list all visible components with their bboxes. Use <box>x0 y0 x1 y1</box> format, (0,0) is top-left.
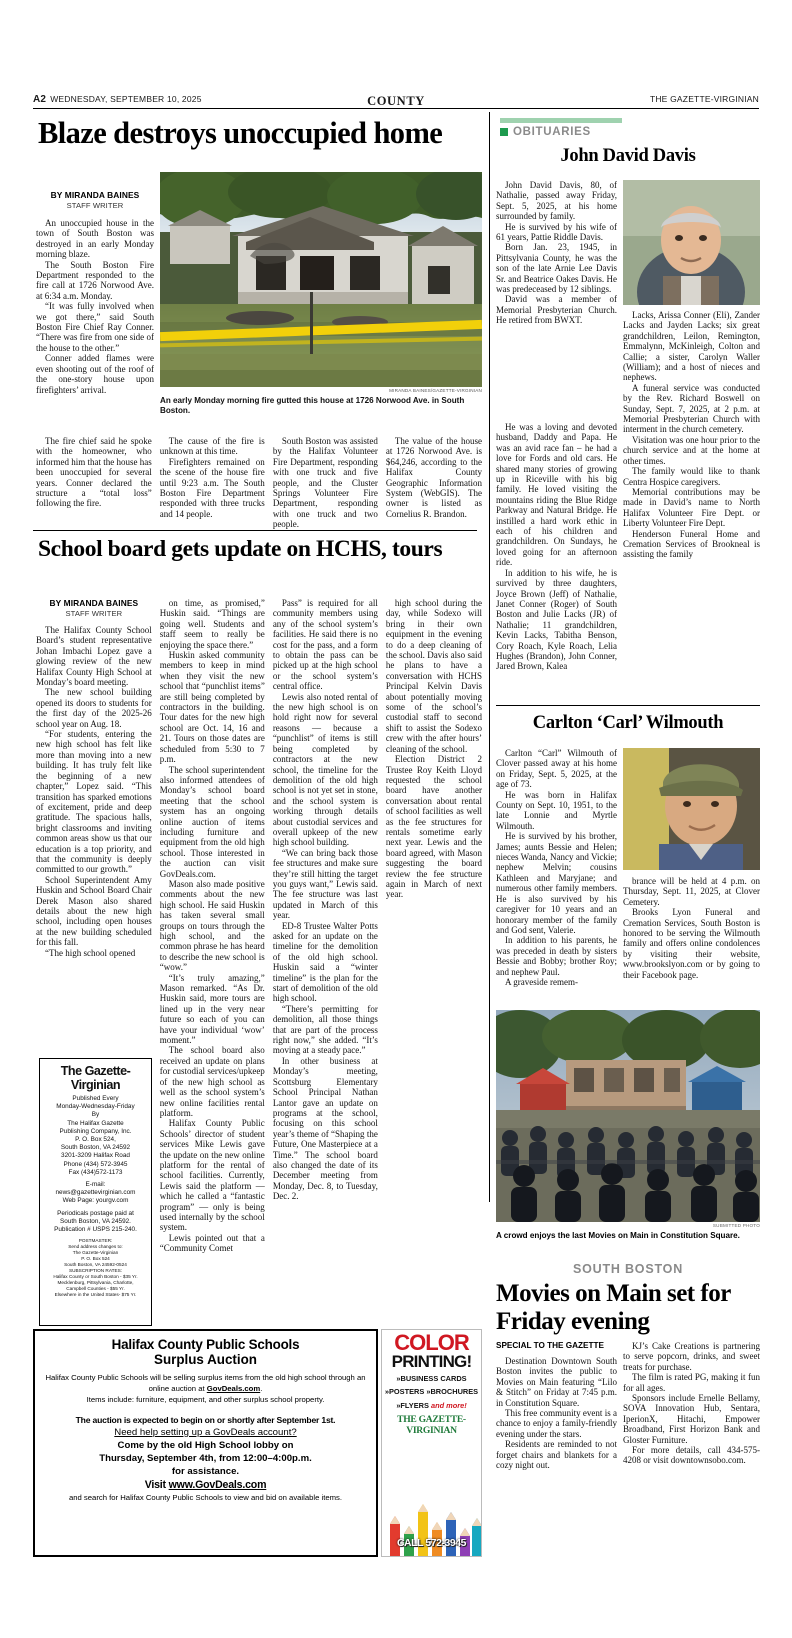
paragraph: South Boston was assisted by the Halifax Volunteer Fire Department, responding with one truck and five people, and the Cluster Springs Volunteer Fire Department, responding with one truck and two people. <box>272 436 378 530</box>
masthead-line: Publishing Company, Inc. <box>59 1127 132 1135</box>
ad-color-bullet3-text: »FLYERS <box>396 1400 431 1410</box>
masthead-postmaster: The Gazette-Virginian <box>72 1250 119 1256</box>
paragraph: This free community event is a chance to enjoy a family-friendly evening under the stars. <box>496 1408 617 1439</box>
paragraph: “It’s truly amazing,” Mason remarked. “As Dr. Huskin said, more tours are lined up in the very near future so each of you can have your individual ‘wow’ moment.” <box>159 972 265 1046</box>
page-number: A2 <box>33 94 47 105</box>
ad-surplus-bold1: The auction is expected to begin on or shortly after September 1st. <box>75 1414 336 1425</box>
blaze-column-3 <box>273 436 378 530</box>
paragraph: Lacks, Arissa Conner (Eli), Zander Lacks and Jayden Lacks; six great grandchildren, Leilon, Remington, Emmalynn, McKinleigh, Colton and Callie; a sister, Carolyn Waller (William); and a host of nieces and nephews. <box>623 310 760 383</box>
paragraph: Lewis pointed out that a “Community Comet <box>159 1232 265 1254</box>
obit-wilmouth-portrait-art <box>623 748 760 870</box>
obit-davis-column-1-cont <box>496 422 617 672</box>
paragraph: Memorial contributions may be made in David’s name to North Halifax Volunteer Fire Dept. or Liberty Volunteer Fire Dept. <box>623 486 760 529</box>
blaze-column-1 <box>36 218 154 443</box>
blaze-lower-columns <box>36 436 482 530</box>
paragraph: The Halifax County School Board’s student representative Johan Imbachi Lopez gave a glowing review of the new Halifax County High School at Monday’s board meeting. <box>36 625 152 688</box>
obit-wilmouth-photo <box>623 748 760 870</box>
ad-color-printing[interactable] <box>381 1329 482 1557</box>
ad-color-bullet3 <box>382 1401 481 1410</box>
paragraph: “The high school opened <box>45 947 136 958</box>
paragraph: “We can bring back those fee structures and make sure they’re still hitting the target you guys want,” Lewis said. The fee structure was last updated in March of this year. <box>272 847 378 921</box>
ad-color-brand2: VIRGINIAN <box>406 1424 457 1436</box>
paragraph: The new school building opened its doors to students for the first day of the 2025-26 school year on Aug. 18. <box>36 687 152 729</box>
paragraph: Halifax County Public Schools’ director of student services Mike Lewis gave the update on the new online platform for the rental of school facilities. Currently, Lewis said the platform — which he called a “fantastic program” — only is being used internally by the school system. <box>159 1118 265 1233</box>
school-column-2 <box>160 598 265 1254</box>
ad-surplus-head1: Halifax County Public Schools <box>111 1337 300 1352</box>
paragraph: Lewis also noted rental of the new high school is on hold right now for several reasons — because a “punchlist” of items is still being completed by contractors at the new school, the timeline for the demolition of the old high school is not yet set in stone, and the school system is working through details about custodial services and overall upkeep of the new high school building. <box>272 691 378 848</box>
paragraph: The school superintendent also informed attendees of Monday’s school board meeting that the school system has an ongoing online auction of items including furniture and equipment from the old high school. Those interested in the auction can visit GovDeals.com. <box>159 764 265 879</box>
paragraph: David was a member of Memorial Presbyterian Church. He retired from BWXT. <box>496 294 617 326</box>
paragraph: A funeral service was conducted by the Rev. Richard Boswell on Sunday, Sept. 7, 2025, at 2 p.m. at Memorial Presbyterian Church with interment in the church cemetery. <box>623 382 760 435</box>
blaze-column-2 <box>160 436 265 530</box>
paragraph: The cause of the fire is unknown at this time. <box>159 436 265 457</box>
paragraph: brance will be held at 4 p.m. on Thursday, Sept. 11, 2025, at Clover Cemetery. <box>623 876 760 907</box>
obit-davis-column-1 <box>496 180 617 326</box>
paragraph: He is survived by his brother, James; aunts Bessie and Helen; nieces Wanda, Nancy and Vickie; nephew Melvin; cousins Kathleen and Maryjane; and numerous other family members. He is also survived by his caregiver for 10 years and an honorary member of the family and God sent, Valerie. <box>496 831 617 935</box>
school-byline: BY MIRANDA BAINES <box>49 598 139 608</box>
paragraph: School Superintendent Amy Huskin and School Board Chair Derek Mason also shared details about the new high school, including open houses at the new building scheduled for this fall. <box>36 874 152 948</box>
movies-photo <box>496 1010 760 1222</box>
paragraph: Residents are reminded to not forget chairs and blankets for a cozy night out. <box>496 1439 617 1471</box>
paragraph: The South Boston Fire Department responded to the fire call at 1726 Norwood Ave. at 6:34 a.m. Monday. <box>36 259 154 301</box>
ad-color-bullet2: »POSTERS »BROCHURES <box>384 1387 479 1397</box>
paragraph: Brooks Lyon Funeral and Cremation Services, South Boston is honored to be serving the Wilmouth family and offers online condolences by visiting their website, www.brookslyon.com or by going to their Facebook page. <box>623 907 760 980</box>
paragraph: The film is rated PG, making it fun for all ages. <box>623 1372 760 1393</box>
masthead-rates: Elsewhere in the United States- $75 Yr. <box>54 1292 137 1298</box>
masthead-email-label: E-mail: <box>85 1181 106 1189</box>
movies-kicker: SOUTH BOSTON <box>572 1262 684 1276</box>
paragraph: KJ’s Cake Creations is partnering to serve popcorn, drinks, and sweet treats for purchase. <box>623 1341 760 1372</box>
movies-column-1 <box>496 1356 617 1470</box>
ad-color-line2: PRINTING! <box>391 1352 472 1371</box>
masthead-line: By <box>91 1111 100 1119</box>
paragraph: He was a loving and devoted husband, Daddy and Papa. He was an avid race fan – he had a love for Fords and old cars. He shared many stories of growing up in Riceville with his big family. He loved visiting the mountains riding the Blue Ridge Parkway and Natural Bridge. He instilled a hard work ethic in each of his children and grandchildren. On Sundays, he loved going for an afternoon ride. <box>496 422 617 568</box>
masthead-postmaster: Send address changes to: <box>68 1244 123 1250</box>
paragraph: high school during the day, while Sodexo will bring in their own equipment in the evening to do a deep cleaning of the school. Davis also said he plans to have a conversation with HCHS Principal Kelvin Davis about potentially moving some of the school’s custodial staff to second shift to assist the Sodexo crew with the after hours’ cleaning of the school. <box>385 598 482 754</box>
obituaries-bar <box>500 118 622 123</box>
blaze-photo-credit: MIRANDA BAINES/GAZETTE-VIRGINIAN <box>389 388 482 393</box>
masthead-line: Phone (434) 572-3945 <box>63 1160 128 1168</box>
ad-color-call[interactable]: CALL 572-3945 <box>396 1538 467 1549</box>
obituary-name-wilmouth: Carlton ‘Carl’ Wilmouth <box>532 713 724 733</box>
blaze-byline-block <box>36 190 154 217</box>
paragraph: He is survived by his wife of 61 years, Pattie Riddle Davis. <box>496 221 617 243</box>
obit-davis-portrait-art <box>623 180 760 305</box>
paragraph: The family would like to thank Centra Hospice caregivers. <box>623 466 760 487</box>
school-column-3 <box>273 598 378 1254</box>
paragraph: For more details, call 434-575-4208 or visit downtownsobo.com. <box>623 1445 760 1466</box>
paragraph: John David Davis, 80, of Nathalie, passed away Friday, Sept. 5, 2025, at his home surrounded by family. <box>496 180 617 222</box>
masthead-postmaster: P. O. Box 524 <box>81 1256 110 1262</box>
masthead-line: Monday-Wednesday-Friday <box>56 1103 135 1111</box>
masthead-title: The Gazette-Virginian <box>60 1064 131 1092</box>
paragraph: A graveside remem- <box>505 976 578 987</box>
blaze-column-4 <box>386 436 482 530</box>
ad-surplus-body1-text: Halifax County Public Schools will be selling surplus items from the old high school through an online auction at <box>45 1373 366 1394</box>
paragraph: In addition to his parents, he was preceded in death by sisters Bessie and Bobby; brother Roy; and nephew Paul. <box>496 935 617 977</box>
paragraph: on time, as promised,” Huskin said. “Things are going well. Students and staff seem to really be enjoying the space there.” <box>159 598 265 650</box>
ad-surplus-underline1: Need help setting up a GovDeals account? <box>114 1426 297 1438</box>
obituary-name-davis: John David Davis <box>560 146 696 166</box>
paragraph: Carlton “Carl” Wilmouth of Clover passed away at his home on Friday, Sept. 5, 2025, at the age of 73. <box>496 748 617 790</box>
obit-davis-photo <box>623 180 760 305</box>
ad-surplus-big1: Come by the old High School lobby on <box>117 1439 294 1451</box>
paragraph: “For students, entering the new high school has felt like more than moving into a new building. It has truly felt like the beginning of a new chapter,” Lopez said. “This transition has sparked emotions of excitement, pride and deep gratitude. The spacious halls, bright classrooms and inviting common areas show us that our education is a top priority, and that the community is deeply committed to our growth.” <box>36 729 152 875</box>
masthead-box <box>39 1058 152 1326</box>
obituary-divider <box>496 705 760 706</box>
publication-name: THE GAZETTE-VIRGINIAN <box>649 94 759 104</box>
paragraph: Visitation was one hour prior to the church service and at the home at other times. <box>623 434 760 466</box>
paragraph: In addition to his wife, he is survived by three daughters, Joyce Brown (Jeff) of Nathalie, Janet Conner (Roger) of South Boston and Julie Lacks (JR) of Nathalie; 11 grandchildren, Kevin Lacks, Tabitha Benson, Cory Roach, Kyle Roach, Lelia Hughes (Brandon), John Conner, Jared Brown, Kalea <box>496 567 617 672</box>
movies-photo-caption: A crowd enjoys the last Movies on Main in Constitution Square. <box>496 1231 740 1240</box>
school-column-4 <box>386 598 482 1254</box>
paragraph: Pass” is required for all community members using any of the school system’s facilities. He said there is no cost for the pass, and a form to obtain the pass can be picked up at the high school or the school system’s central office. <box>272 598 378 692</box>
masthead-postmaster-head: POSTMASTER: <box>78 1238 113 1244</box>
school-byline-sub: STAFF WRITER <box>65 609 123 618</box>
obituaries-label: OBITUARIES <box>513 126 591 138</box>
blaze-photo-art <box>160 172 482 387</box>
ad-surplus-link-govdeals[interactable]: GovDeals.com <box>206 1384 261 1394</box>
ad-color-bullet1: »BUSINESS CARDS <box>396 1374 467 1383</box>
paragraph: “There’s permitting for demolition, all those things that are part of the process right now,” she added. “It’s moving at a steady pace.” <box>272 1003 378 1056</box>
paragraph: Destination Downtown South Boston invites the public to Movies on Main featuring “Lilo & Stitch” on Friday at 7:45 p.m. in Constitution Square. <box>496 1356 617 1408</box>
paragraph: The value of the house at 1726 Norwood Ave. is $64,246, according to the Halifax County Geographic Information System (WebGIS). The owner is listed as Cornelius R. Brandon. <box>385 436 482 519</box>
ad-surplus-body1-period: . <box>260 1384 263 1394</box>
paragraph: Election District 2 Trustee Roy Keith Lloyd requested the school board have another conversation about rental of school facilities as well as the fee structures for rentals sometime early next year. Lewis and the board agreed, with Mason suggesting the board review the fee structure again in March of next year. <box>385 754 482 900</box>
masthead-email[interactable]: news@gazettevirginian.com <box>55 1189 136 1197</box>
movies-photo-art <box>496 1010 760 1222</box>
ad-surplus-auction[interactable] <box>33 1329 378 1557</box>
masthead-line: The Halifax Gazette <box>67 1119 124 1127</box>
paragraph: He was born in Halifax County on Sept. 10, 1951, to the late Lonnie and Myrtle Wilmouth. <box>496 789 617 831</box>
paragraph: Sponsors include Ernelle Bellamy, SOVA Innovation Hub, Sentara, IperionX, Hitachi, Empower Broadband, First Horizon Bank and Gloster Furniture. <box>623 1393 760 1445</box>
header-rule <box>33 108 759 109</box>
ad-surplus-big2: Thursday, September 4th, from 12:00–4:00p.m. <box>99 1452 312 1464</box>
paragraph: In other business at Monday’s meeting, Scottsburg Elementary School Principal Nathan Lantor gave an update on programs at the school, focusing on this school year’s theme of “Shaping the Future, One Masterpiece at a Time.” The school board also changed the date of its December meeting from Monday, Dec. 8, to Tuesday, Dec. 2. <box>272 1055 378 1202</box>
running-head <box>33 94 759 108</box>
masthead-web[interactable]: Web Page: yourgv.com <box>62 1197 129 1205</box>
blaze-photo <box>160 172 482 387</box>
rail-divider <box>489 112 490 1202</box>
blaze-byline: BY MIRANDA BAINES <box>50 190 140 200</box>
masthead-postmaster: South Boston, VA 24592-0524 <box>64 1262 127 1268</box>
paragraph: Mason also made positive comments about the new high school. He said Huskin has taken several small groups on tours through the high school, and the common phrase he has heard to describe the new school is “wow.” <box>159 878 265 973</box>
paragraph: Born Jan. 23, 1945, in Pittsylvania County, he was the son of the late Arnie Lee Davis Sr. and Beatrice Oakes Davis. He was predeceased by 12 siblings. <box>496 242 617 295</box>
ad-surplus-visit-label: Visit <box>144 1478 169 1491</box>
paragraph: Huskin asked community members to keep in mind when they visit the new school that “punchlist items” are still being completed by contractors in the building. Tour dates for the new high school are Oct. 14, 16 and 21. Tours on those dates are scheduled from 5:30 to 7 p.m. <box>159 650 265 765</box>
masthead-line: Published Every <box>72 1095 119 1102</box>
masthead-rates: Mecklenburg, Pittsylvania, Charlotte, <box>57 1280 134 1286</box>
ad-color-line1: COLOR <box>394 1330 469 1355</box>
blaze-column-1-cont <box>36 436 152 530</box>
ad-surplus-visit <box>43 1478 368 1492</box>
blaze-byline-sub: STAFF WRITER <box>66 201 124 210</box>
masthead-periodicals: Periodicals postage paid at <box>57 1209 134 1217</box>
masthead-rates: Halifax County or South Boston - $35 Yr. <box>53 1274 138 1280</box>
ad-surplus-body2: Items include: furniture, equipment, and other surplus school property. <box>86 1395 325 1405</box>
movies-column-2 <box>623 1341 760 1466</box>
masthead-line: Fax (434)572-1173 <box>68 1168 123 1176</box>
obit-wilmouth-column-2 <box>623 876 760 980</box>
blaze-headline: Blaze destroys unoccupied home <box>38 116 443 150</box>
section-name: COUNTY <box>367 94 425 108</box>
masthead-periodicals: South Boston, VA 24592. <box>60 1217 131 1225</box>
movies-photo-credit: SUBMITTED PHOTO <box>712 1223 760 1228</box>
ad-surplus-big3: for assistance. <box>171 1465 240 1477</box>
masthead-line: P. O. Box 524, <box>75 1136 116 1144</box>
school-story-rule <box>33 530 477 531</box>
school-headline: School board gets update on HCHS, tours <box>38 536 443 562</box>
masthead-line: 3201-3209 Halifax Road <box>61 1152 130 1160</box>
ad-color-brand1: THE GAZETTE- <box>397 1414 466 1426</box>
movies-headline: Movies on Main set for Friday evening <box>496 1280 731 1335</box>
masthead-rates: Campbell Counties - $55 Yr. <box>66 1286 125 1292</box>
movies-byline: SPECIAL TO THE GAZETTE <box>496 1341 604 1350</box>
obit-wilmouth-column-1 <box>496 748 617 987</box>
paragraph: “It was fully involved when we got there,” said South Boston Fire Chief Ray Conner. “There was fire from one side of the house to the other.” <box>36 301 154 353</box>
paragraph: ED-8 Trustee Walter Potts asked for an update on the timeline for the demolition of the old high school. Huskin said a “winter timeline” is the plan for the start of demolition of the old high school. <box>272 920 378 1004</box>
blaze-photo-caption: An early Monday morning fire gutted this house at 1726 Norwood Ave. in South Boston. <box>160 396 465 415</box>
ad-surplus-footer: and search for Halifax County Public Schools to view and bid on available items. <box>68 1492 343 1502</box>
ad-color-bullet3-em: and more! <box>430 1400 467 1410</box>
paragraph: Conner added flames were even shooting out of the roof of the one-story house upon firefighters’ arrival. <box>36 353 154 395</box>
paragraph: An unoccupied house in the town of South Boston was destroyed in an early Monday morning blaze. <box>36 218 154 260</box>
paragraph: Firefighters remained on the scene of the house fire until 9:23 a.m. The South Boston Fire Department responded with three trucks and 14 people. <box>159 456 265 519</box>
paragraph: The school board also received an update on plans for custodial services/upkeep of the new high school as well as the school system’s new online facilities rental platform. <box>159 1045 265 1118</box>
obituaries-square-icon <box>500 128 508 136</box>
folio-date: WEDNESDAY, SEPTEMBER 10, 2025 <box>50 94 202 104</box>
obit-davis-column-2 <box>623 310 760 560</box>
ad-surplus-visit-url[interactable]: www.GovDeals.com <box>168 1478 267 1491</box>
masthead-line: South Boston, VA 24592 <box>60 1144 131 1152</box>
paragraph: Henderson Funeral Home and Cremation Services of Brookneal is assisting the family <box>623 528 760 560</box>
masthead-rates-head: SUBSCRIPTION RATES: <box>68 1268 123 1274</box>
masthead-periodicals: Publication # USPS 215-240. <box>54 1226 137 1234</box>
ad-surplus-head2: Surplus Auction <box>154 1352 257 1367</box>
ad-surplus-body1 <box>43 1372 368 1394</box>
paragraph: The fire chief said he spoke with the homeowner, who informed him that the house has been unoccupied for several years. Conner declared the structure a “total loss” following the fire. <box>36 436 152 509</box>
